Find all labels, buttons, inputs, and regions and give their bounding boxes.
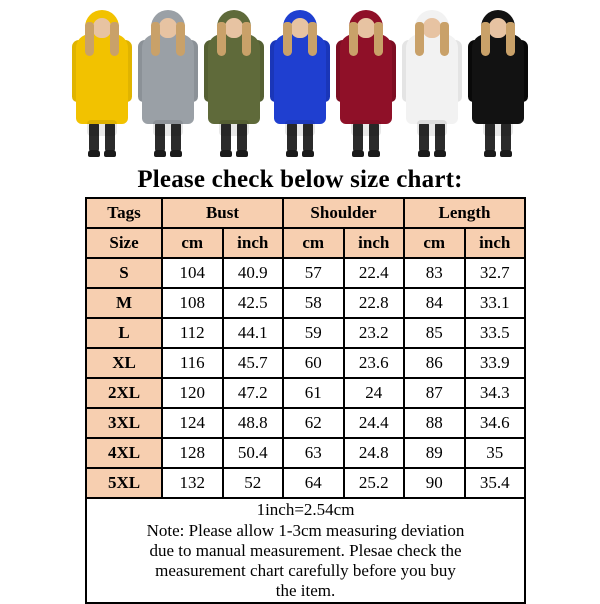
row-shoulder-inch: 24 — [344, 378, 405, 408]
model-5 — [336, 6, 396, 164]
shoe-left — [220, 150, 232, 157]
row-bust-cm: 104 — [162, 258, 223, 288]
note-conversion: 1inch=2.54cm — [256, 500, 355, 519]
row-bust-inch: 50.4 — [223, 438, 284, 468]
hoodie-body — [76, 34, 128, 124]
hair-left — [151, 22, 160, 56]
row-size: 5XL — [86, 468, 162, 498]
row-length-cm: 90 — [404, 468, 465, 498]
model-2 — [138, 6, 198, 164]
shoe-left — [286, 150, 298, 157]
row-length-inch: 34.3 — [465, 378, 526, 408]
header-tags: Tags — [86, 198, 162, 228]
row-length-inch: 35 — [465, 438, 526, 468]
row-size: 4XL — [86, 438, 162, 468]
hair-right — [242, 22, 251, 56]
table-row — [86, 378, 525, 408]
row-bust-inch: 40.9 — [223, 258, 284, 288]
row-length-cm: 89 — [404, 438, 465, 468]
table-row — [86, 318, 525, 348]
shoe-left — [88, 150, 100, 157]
face — [489, 18, 507, 38]
model-3 — [204, 6, 264, 164]
row-shoulder-cm: 59 — [283, 318, 344, 348]
row-size: 3XL — [86, 408, 162, 438]
note-line-2: due to manual measurement. Plesae check the — [149, 541, 462, 561]
row-length-inch: 34.6 — [465, 408, 526, 438]
table-header-units-row — [86, 228, 525, 258]
hoodie-body — [142, 34, 194, 124]
measurement-note — [86, 498, 525, 603]
row-bust-cm: 112 — [162, 318, 223, 348]
header-shoulder-cm: cm — [283, 228, 344, 258]
table-row — [86, 288, 525, 318]
face — [225, 18, 243, 38]
model-7 — [468, 6, 528, 164]
pocket — [219, 120, 249, 136]
note-line-3: measurement chart carefully before you buy — [155, 561, 456, 581]
row-bust-inch: 44.1 — [223, 318, 284, 348]
note-line-1: Note: Please allow 1-3cm measuring deviation — [146, 521, 465, 541]
row-bust-inch: 45.7 — [223, 348, 284, 378]
page-title: Please check below size chart: — [137, 166, 463, 193]
shoe-right — [500, 150, 512, 157]
hair-left — [481, 22, 490, 56]
face — [423, 18, 441, 38]
hoodie-body — [406, 34, 458, 124]
row-size: XL — [86, 348, 162, 378]
hoodie-body — [472, 34, 524, 124]
hair-left — [217, 22, 226, 56]
header-shoulder-inch: inch — [344, 228, 405, 258]
model-1 — [72, 6, 132, 164]
face — [93, 18, 111, 38]
pocket — [351, 120, 381, 136]
hair-right — [440, 22, 449, 56]
row-shoulder-cm: 60 — [283, 348, 344, 378]
header-bust-inch: inch — [223, 228, 284, 258]
shoe-right — [170, 150, 182, 157]
row-shoulder-inch: 24.4 — [344, 408, 405, 438]
header-length-inch: inch — [465, 228, 526, 258]
note-line-4: the item. — [275, 581, 336, 601]
row-bust-cm: 120 — [162, 378, 223, 408]
pocket — [285, 120, 315, 136]
hair-left — [283, 22, 292, 56]
hoodie-body — [208, 34, 260, 124]
header-size: Size — [86, 228, 162, 258]
hair-right — [374, 22, 383, 56]
shoe-left — [484, 150, 496, 157]
row-bust-cm: 116 — [162, 348, 223, 378]
row-shoulder-cm: 61 — [283, 378, 344, 408]
row-shoulder-cm: 62 — [283, 408, 344, 438]
header-bust: Bust — [162, 198, 283, 228]
size-chart-container — [85, 197, 516, 604]
row-size: S — [86, 258, 162, 288]
row-shoulder-inch: 25.2 — [344, 468, 405, 498]
row-size: M — [86, 288, 162, 318]
hoodie-body — [274, 34, 326, 124]
shoe-left — [154, 150, 166, 157]
header-shoulder: Shoulder — [283, 198, 404, 228]
row-bust-inch: 48.8 — [223, 408, 284, 438]
note-row — [86, 498, 525, 603]
size-chart-table — [85, 197, 526, 604]
face — [357, 18, 375, 38]
row-length-cm: 86 — [404, 348, 465, 378]
shoe-right — [434, 150, 446, 157]
row-length-inch: 32.7 — [465, 258, 526, 288]
row-bust-cm: 128 — [162, 438, 223, 468]
row-length-cm: 87 — [404, 378, 465, 408]
row-length-cm: 88 — [404, 408, 465, 438]
table-row — [86, 468, 525, 498]
hair-left — [85, 22, 94, 56]
pocket — [417, 120, 447, 136]
row-shoulder-cm: 57 — [283, 258, 344, 288]
row-shoulder-cm: 58 — [283, 288, 344, 318]
row-length-inch: 33.1 — [465, 288, 526, 318]
row-size: 2XL — [86, 378, 162, 408]
table-row — [86, 408, 525, 438]
row-shoulder-cm: 64 — [283, 468, 344, 498]
face — [159, 18, 177, 38]
row-shoulder-inch: 22.8 — [344, 288, 405, 318]
hair-left — [415, 22, 424, 56]
table-row — [86, 438, 525, 468]
row-bust-inch: 47.2 — [223, 378, 284, 408]
hoodie-body — [340, 34, 392, 124]
row-length-cm: 83 — [404, 258, 465, 288]
row-length-cm: 85 — [404, 318, 465, 348]
header-length-cm: cm — [404, 228, 465, 258]
model-6 — [402, 6, 462, 164]
hair-right — [176, 22, 185, 56]
row-bust-cm: 108 — [162, 288, 223, 318]
pocket — [153, 120, 183, 136]
row-size: L — [86, 318, 162, 348]
table-row — [86, 348, 525, 378]
hair-right — [506, 22, 515, 56]
row-bust-inch: 52 — [223, 468, 284, 498]
row-length-cm: 84 — [404, 288, 465, 318]
row-length-inch: 33.9 — [465, 348, 526, 378]
shoe-right — [302, 150, 314, 157]
pocket — [483, 120, 513, 136]
row-bust-cm: 124 — [162, 408, 223, 438]
row-shoulder-inch: 23.2 — [344, 318, 405, 348]
row-bust-cm: 132 — [162, 468, 223, 498]
face — [291, 18, 309, 38]
hair-right — [308, 22, 317, 56]
model-4 — [270, 6, 330, 164]
pocket — [87, 120, 117, 136]
header-length: Length — [404, 198, 525, 228]
row-shoulder-inch: 22.4 — [344, 258, 405, 288]
shoe-left — [418, 150, 430, 157]
header-bust-cm: cm — [162, 228, 223, 258]
row-length-inch: 33.5 — [465, 318, 526, 348]
row-shoulder-cm: 63 — [283, 438, 344, 468]
row-shoulder-inch: 23.6 — [344, 348, 405, 378]
shoe-right — [368, 150, 380, 157]
row-bust-inch: 42.5 — [223, 288, 284, 318]
shoe-right — [236, 150, 248, 157]
table-row — [86, 258, 525, 288]
hair-left — [349, 22, 358, 56]
hair-right — [110, 22, 119, 56]
row-shoulder-inch: 24.8 — [344, 438, 405, 468]
shoe-right — [104, 150, 116, 157]
row-length-inch: 35.4 — [465, 468, 526, 498]
table-header-main-row — [86, 198, 525, 228]
shoe-left — [352, 150, 364, 157]
model-photo-strip — [72, 4, 528, 164]
